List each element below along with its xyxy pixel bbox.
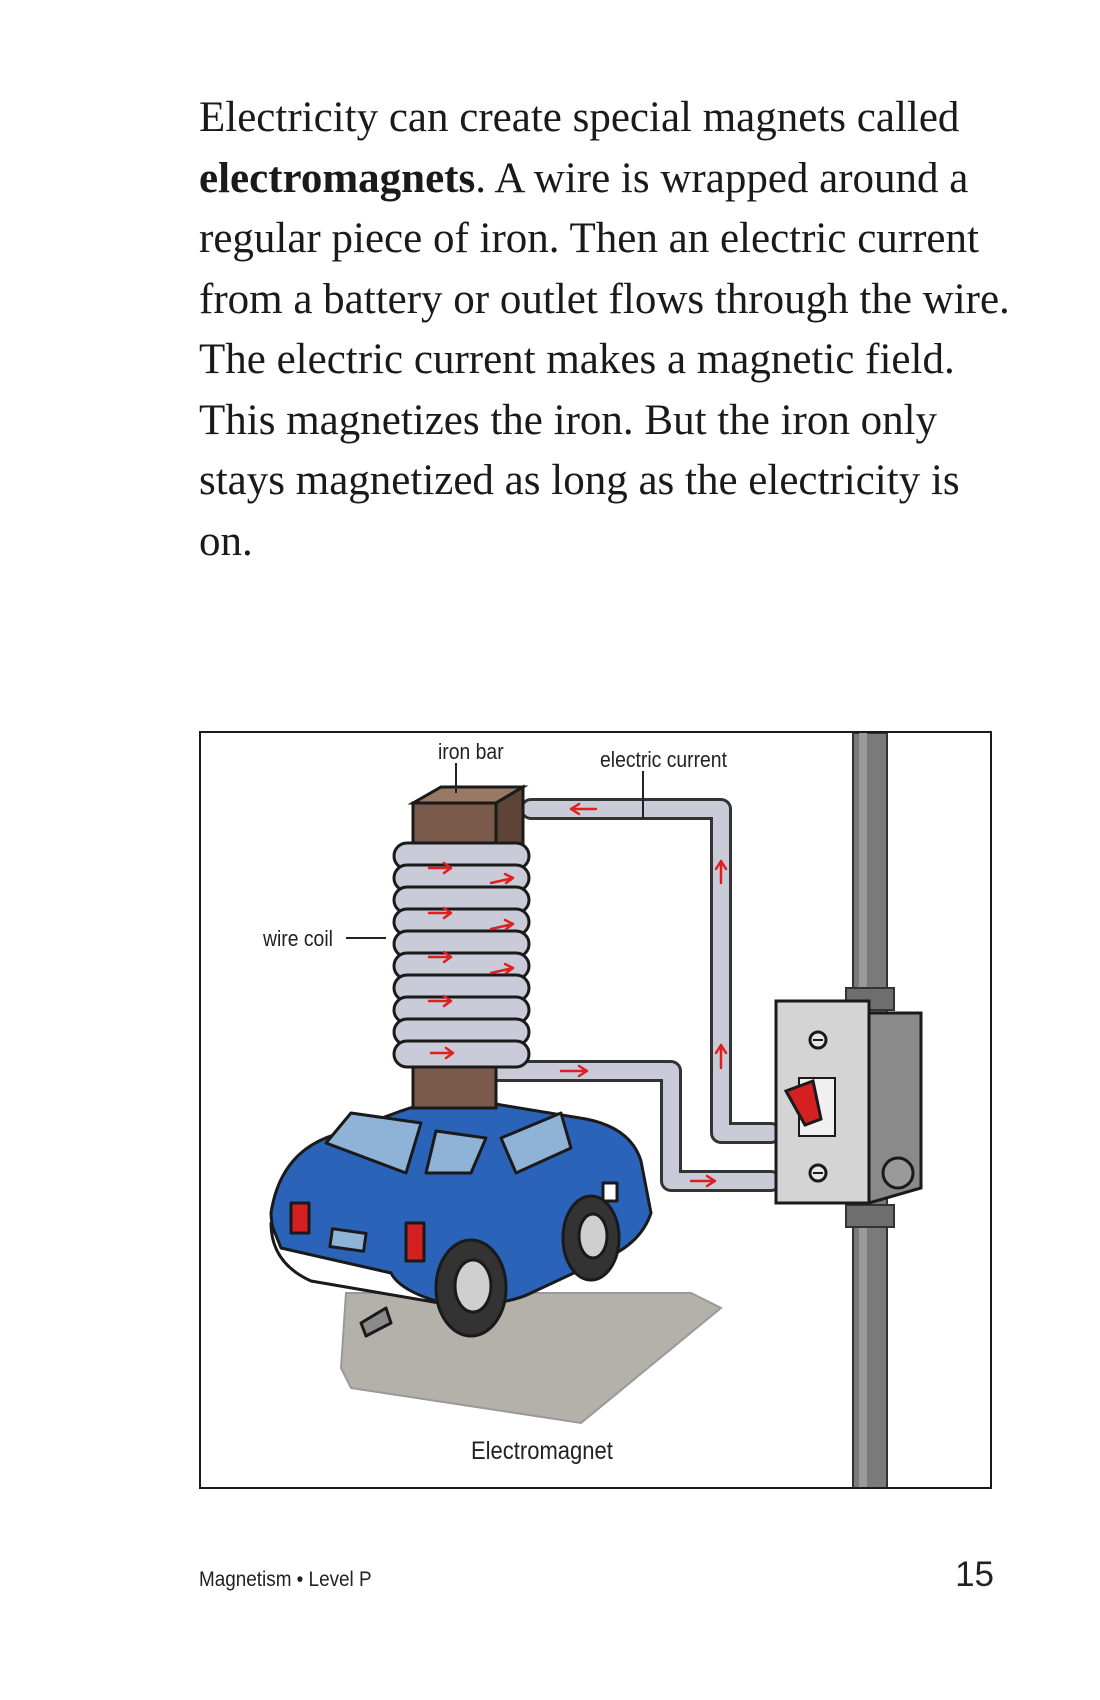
figure-caption: Electromagnet bbox=[471, 1437, 613, 1465]
floor-shadow bbox=[341, 1293, 721, 1423]
body-paragraph bbox=[199, 88, 1019, 572]
body-lead: Electricity can create special magnets called bbox=[199, 94, 960, 141]
label-wire-coil: wire coil bbox=[263, 926, 333, 951]
page-number: 15 bbox=[955, 1555, 994, 1594]
label-electric-current: electric current bbox=[600, 747, 727, 772]
label-iron-bar: iron bar bbox=[438, 739, 504, 764]
light-switch bbox=[776, 1001, 921, 1203]
electromagnet-illustration bbox=[201, 733, 992, 1489]
bold-term: electromagnets bbox=[199, 154, 476, 202]
body-rest: . A wire is wrapped around a regular piece of iron. Then an electric current from a battery or outlet flows through the wire. The electric current makes a magnetic field. This magnetizes the iron. But the iron only stays magnetized as long as the electricity is on. bbox=[199, 154, 1010, 565]
electromagnet-figure bbox=[199, 731, 992, 1489]
footer-book-title: Magnetism • Level P bbox=[199, 1568, 372, 1591]
